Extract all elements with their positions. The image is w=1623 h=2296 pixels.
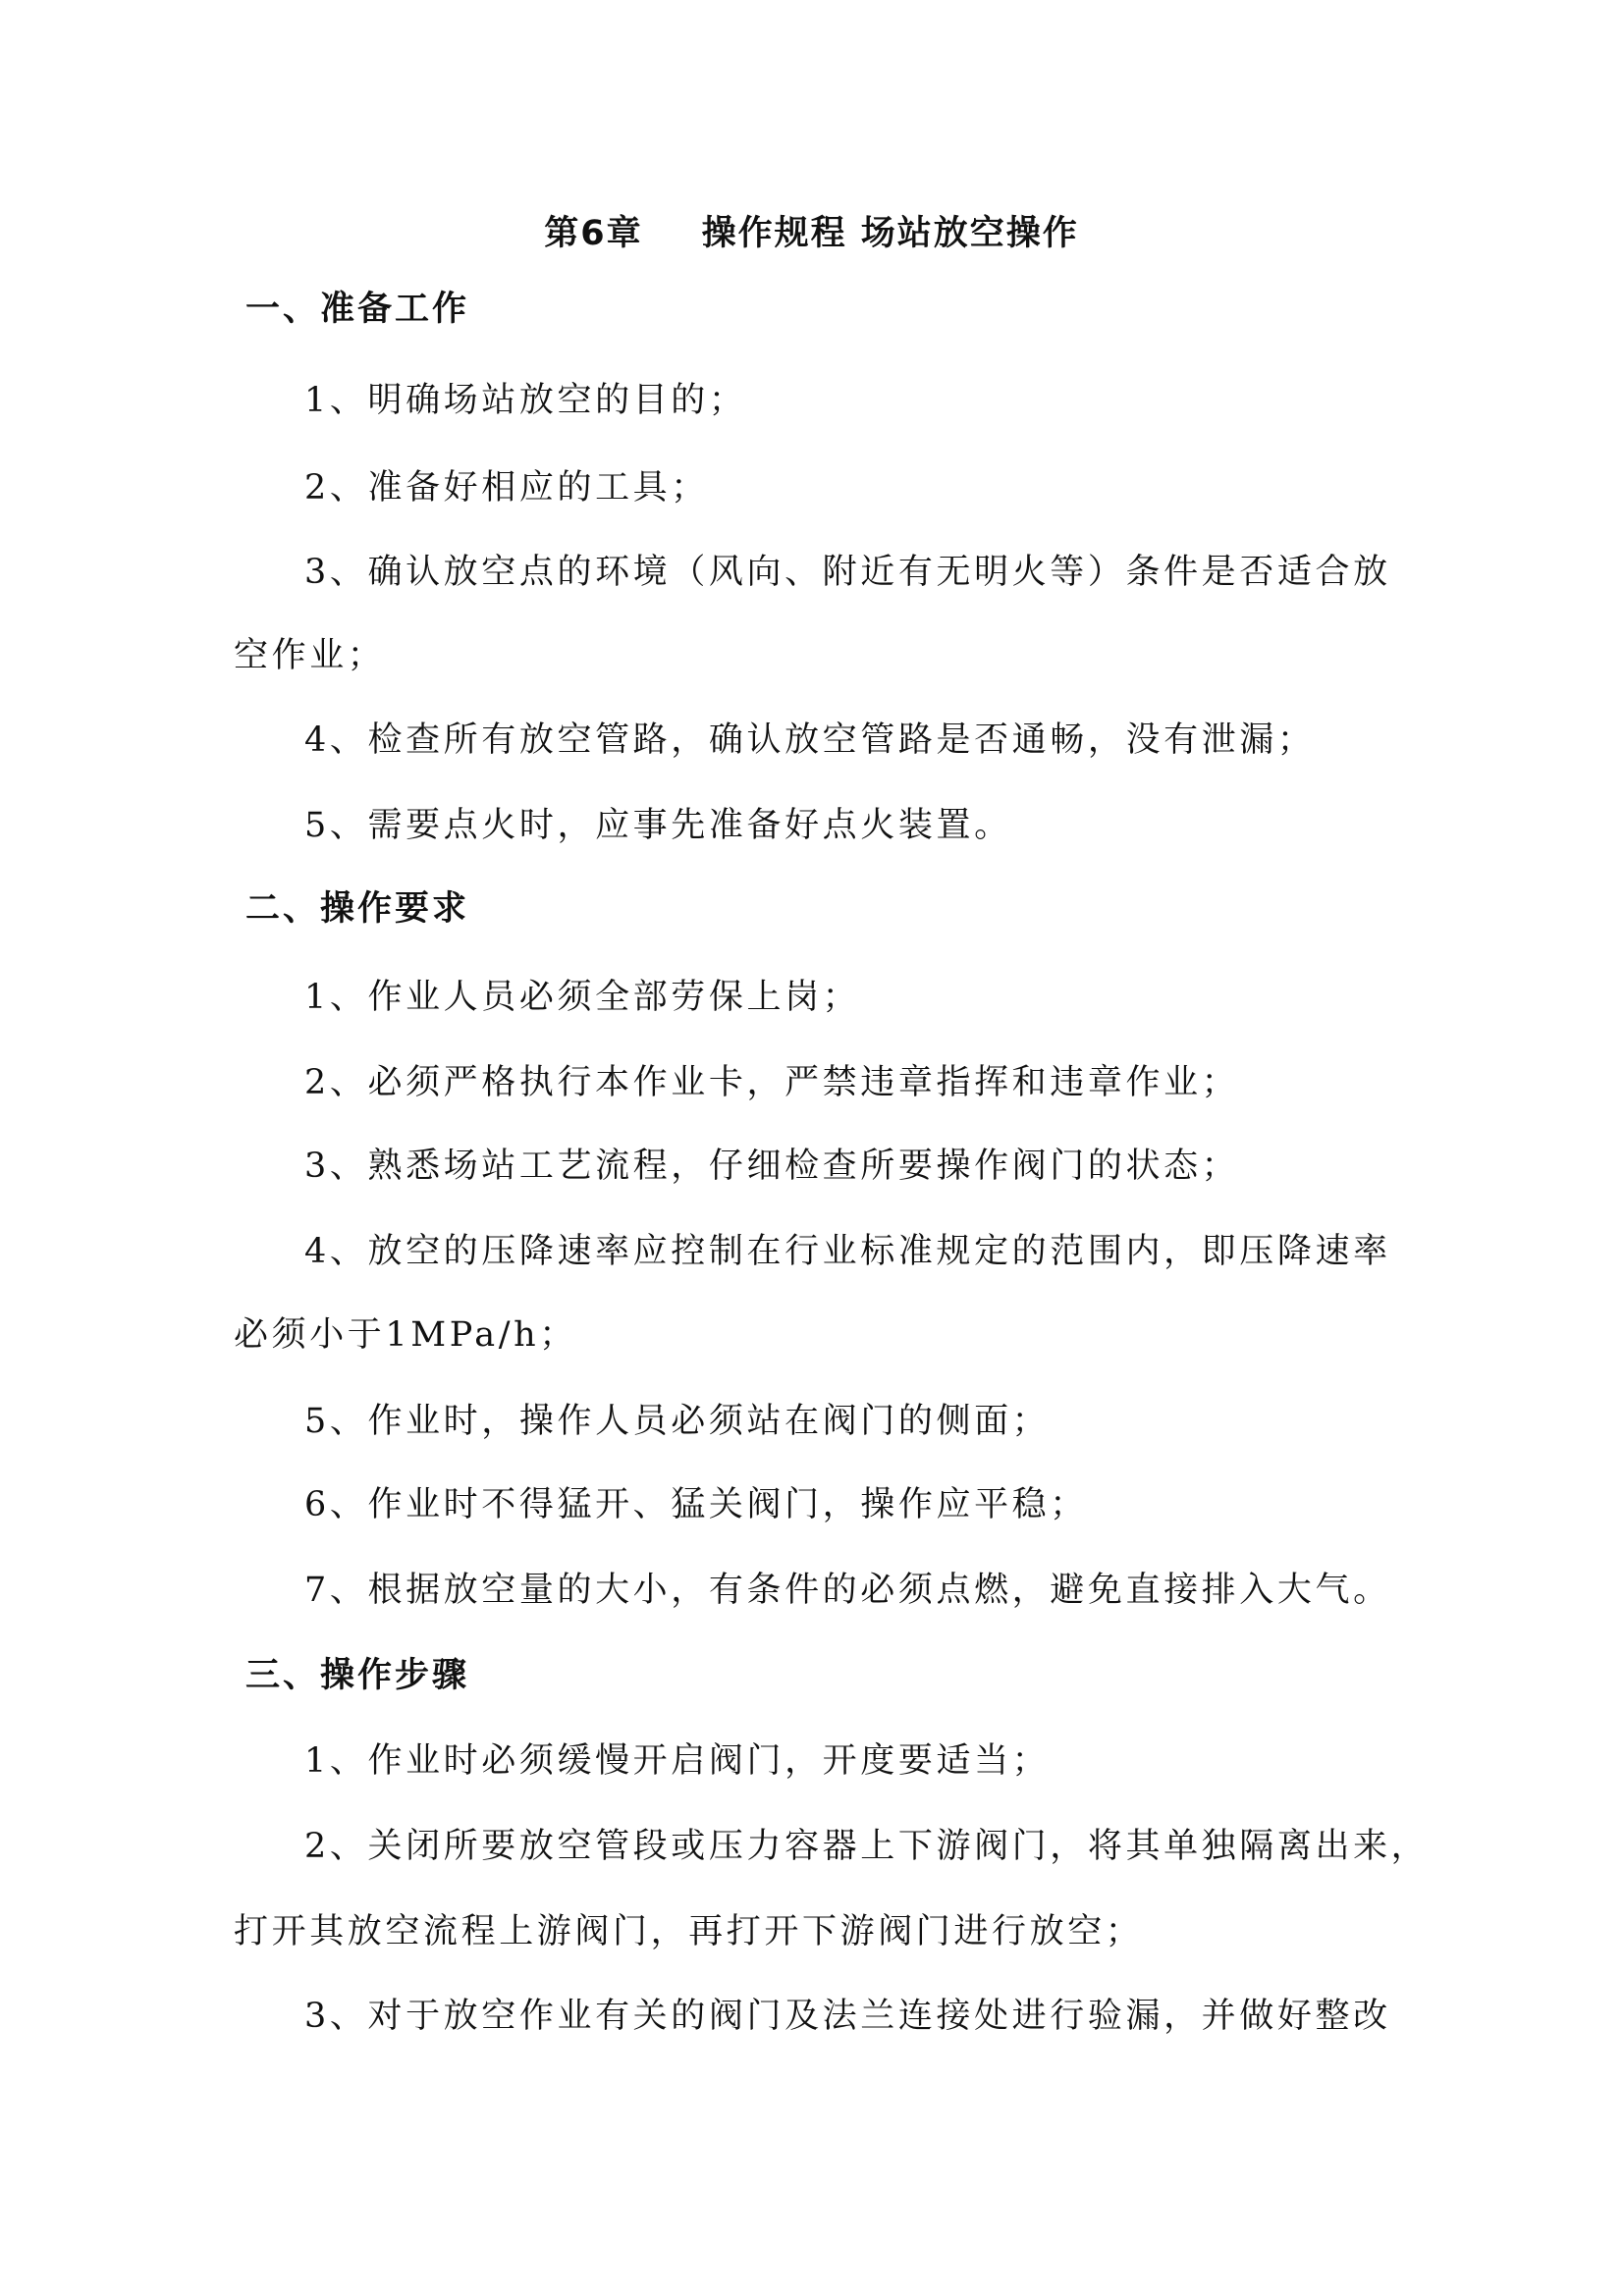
list-item: 6、作业时不得猛开、猛关阀门，操作应平稳； xyxy=(304,1485,1088,1524)
list-item: 5、需要点火时，应事先准备好点火装置。 xyxy=(304,806,1012,845)
list-item: 1、作业时必须缓慢开启阀门，开度要适当； xyxy=(304,1741,1051,1781)
chapter-title: 操作规程 场站放空操作 xyxy=(701,214,1079,253)
list-item: 4、检查所有放空管路，确认放空管路是否通畅，没有泄漏； xyxy=(304,721,1316,760)
list-item: 3、熟悉场站工艺流程，仔细检查所要操作阀门的状态； xyxy=(304,1147,1240,1186)
list-item: 1、明确场站放空的目的； xyxy=(304,381,747,420)
section-heading-preparation: 一、准备工作 xyxy=(245,290,470,329)
list-item: 3、对于放空作业有关的阀门及法兰连接处进行验漏，并做好整改 xyxy=(304,1997,1391,2036)
chapter-number: 第6章 xyxy=(544,214,643,253)
list-item: 7、根据放空量的大小，有条件的必须点燃，避免直接排入大气。 xyxy=(304,1571,1391,1610)
list-item: 1、作业人员必须全部劳保上岗； xyxy=(304,978,861,1017)
list-item: 2、关闭所要放空管段或压力容器上下游阀门，将其单独隔离出来， xyxy=(304,1827,1430,1866)
list-item: 4、放空的压降速率应控制在行业标准规定的范围内，即压降速率 xyxy=(304,1232,1391,1271)
section-heading-steps: 三、操作步骤 xyxy=(245,1656,470,1695)
list-item: 2、必须严格执行本作业卡，严禁违章指挥和违章作业； xyxy=(304,1063,1240,1102)
list-item: 5、作业时，操作人员必须站在阀门的侧面； xyxy=(304,1402,1051,1441)
list-item-continuation: 必须小于1MPa/h； xyxy=(234,1315,577,1355)
list-item-continuation: 空作业； xyxy=(234,636,386,675)
list-item: 3、确认放空点的环境（风向、附近有无明火等）条件是否适合放 xyxy=(304,553,1391,592)
section-heading-requirements: 二、操作要求 xyxy=(245,889,470,929)
page-title xyxy=(0,206,1623,255)
list-item: 2、准备好相应的工具； xyxy=(304,468,709,507)
list-item-continuation: 打开其放空流程上游阀门，再打开下游阀门进行放空； xyxy=(234,1912,1144,1951)
